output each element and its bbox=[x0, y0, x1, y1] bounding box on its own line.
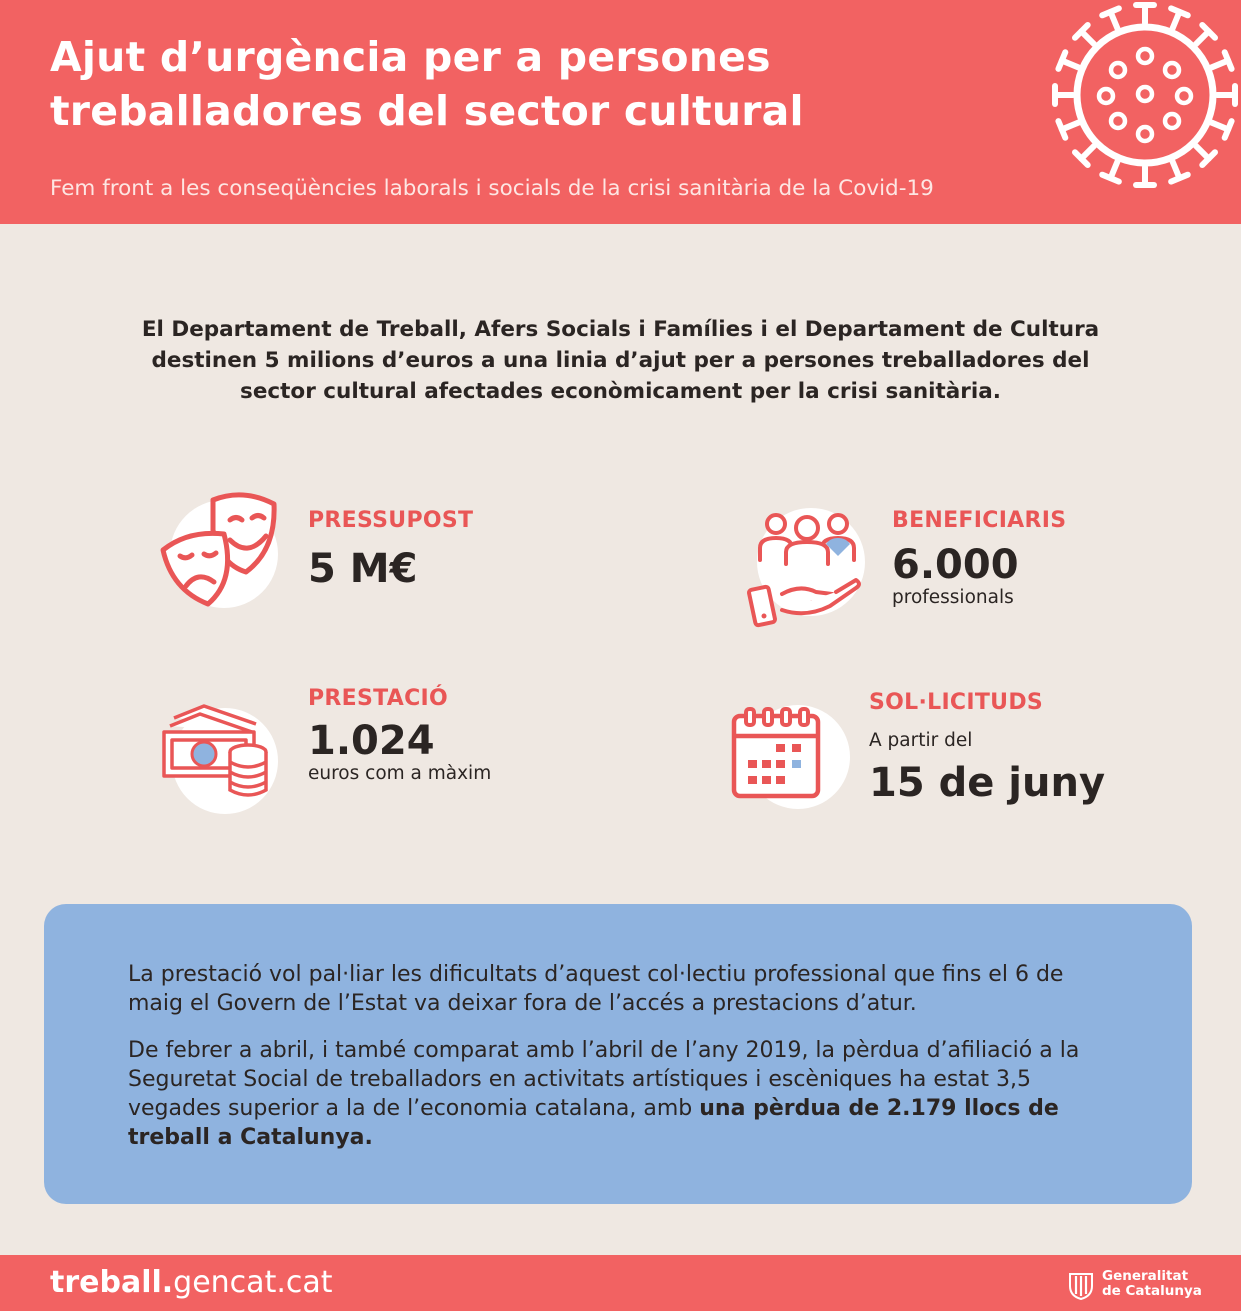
stat-value: 15 de juny bbox=[869, 760, 1106, 806]
title-line-1: Ajut d’urgència per a persones bbox=[50, 33, 771, 81]
stat-label: SOL·LICITUDS bbox=[869, 690, 1044, 715]
calendar-icon bbox=[730, 706, 822, 800]
website-rest: gencat.cat bbox=[173, 1265, 333, 1300]
stat-sublabel: euros com a màxim bbox=[308, 763, 492, 784]
intro-paragraph bbox=[60, 314, 1181, 407]
info-paragraph-2 bbox=[128, 1036, 1108, 1152]
stat-sublabel: professionals bbox=[892, 587, 1014, 608]
stat-label: BENEFICIARIS bbox=[892, 508, 1067, 533]
page-subtitle: Fem front a les conseqüències laborals i socials de la crisi sanitària de la Covid-19 bbox=[50, 176, 934, 201]
info-paragraph-1: La prestació vol pal·liar les dificultats d’aquest col·lectiu professional que fins el 6 de maig el Govern de l’Estat va deixar fora de l’accés a prestacions d’atur. bbox=[128, 962, 1064, 1016]
stat-prefix: A partir del bbox=[869, 730, 973, 751]
org-line-2: de Catalunya bbox=[1102, 1283, 1202, 1299]
stat-value: 1.024 bbox=[308, 718, 435, 764]
generalitat-logo-icon bbox=[1067, 1270, 1095, 1300]
stat-label: PRESSUPOST bbox=[308, 508, 474, 533]
stat-value: 6.000 bbox=[892, 542, 1019, 588]
org-line-1: Generalitat bbox=[1102, 1268, 1189, 1284]
website-bold: treball. bbox=[50, 1265, 174, 1300]
intro-line-2: destinen 5 milions d’euros a una linia d’ajut per a persones treballadores del bbox=[151, 348, 1090, 373]
people-hand-icon bbox=[746, 508, 866, 630]
generalitat-wordmark bbox=[1102, 1269, 1202, 1299]
website-link[interactable] bbox=[50, 1265, 333, 1300]
info-box bbox=[44, 904, 1192, 1204]
header-banner bbox=[0, 0, 1241, 224]
coronavirus-icon bbox=[1040, 0, 1241, 200]
footer-bar bbox=[0, 1255, 1241, 1311]
info-paragraph-2-highlight: una pèrdua de 2.179 llocs de treball a Catalunya. bbox=[128, 1096, 1059, 1150]
info-paragraph-2-text: De febrer a abril, i també comparat amb l’abril de l’any 2019, la pèrdua d’afiliació a la Seguretat Social de treballadors en activitats artístiques i escèniques ha estat 3,5 vegades superior a la de l’economia catalana, amb bbox=[128, 1038, 1080, 1121]
money-coins-icon bbox=[160, 700, 280, 804]
stat-value: 5 M€ bbox=[308, 546, 418, 592]
theater-masks-icon bbox=[158, 490, 278, 610]
title-line-2: treballadores del sector cultural bbox=[50, 87, 804, 135]
page-title bbox=[50, 30, 804, 138]
intro-line-3: sector cultural afectades econòmicament per la crisi sanitària. bbox=[240, 379, 1001, 404]
intro-line-1: El Departament de Treball, Afers Socials i Famílies i el Departament de Cultura bbox=[141, 317, 1100, 342]
stat-label: PRESTACIÓ bbox=[308, 686, 448, 711]
